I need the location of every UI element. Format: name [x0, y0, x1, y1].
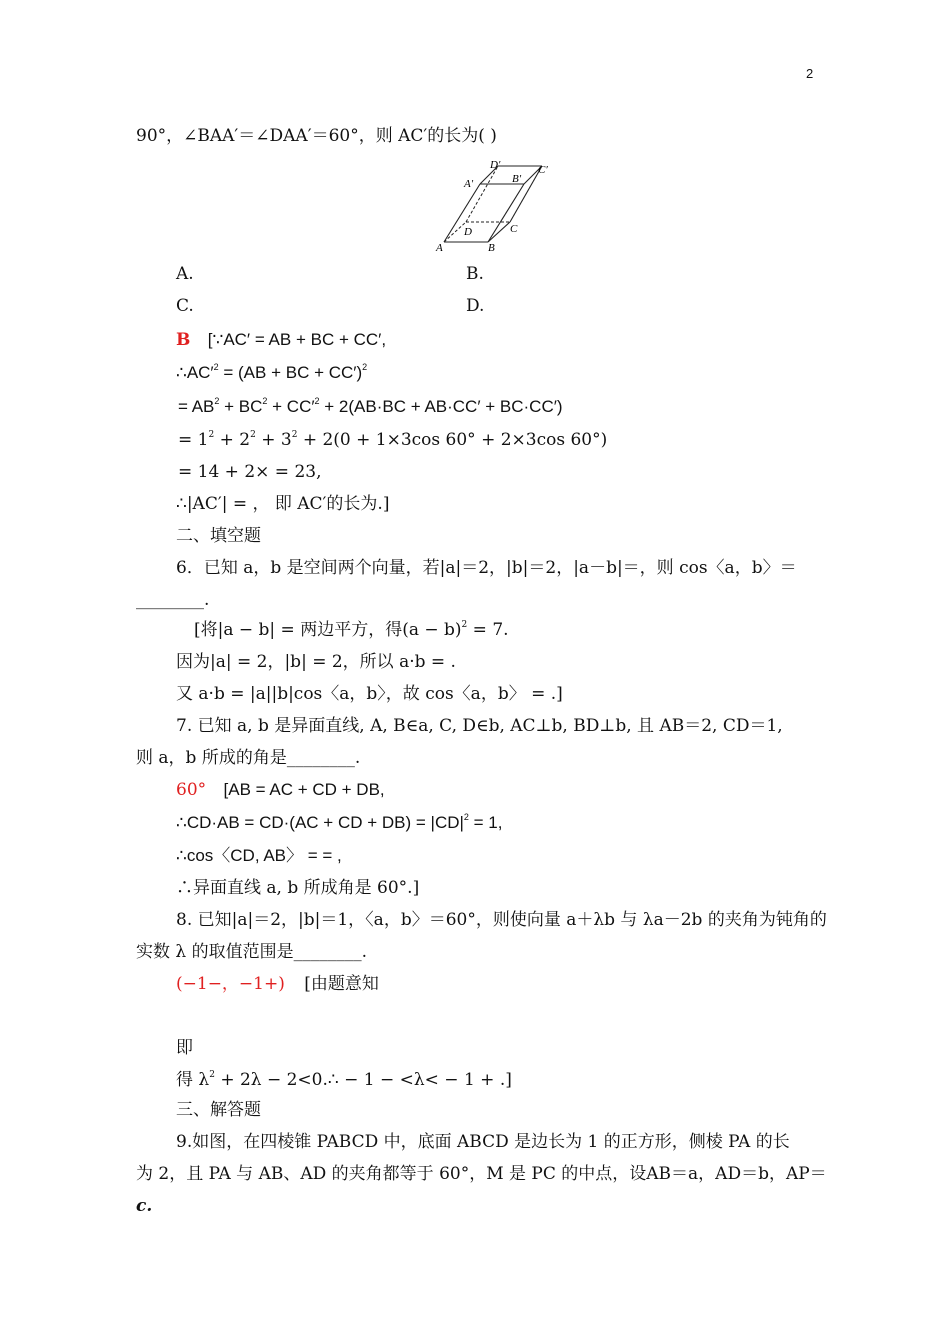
q7-solution-line-1: 60° [AB = AC + CD + DB, — [176, 780, 385, 800]
q8-solution-line-1: (−1−，−1+) [由题意知 — [176, 974, 379, 994]
q7-solution-line-3: ∴cos〈CD, AB〉 = = , — [176, 846, 342, 865]
page-number: 2 — [806, 66, 814, 81]
label-B: B — [488, 242, 495, 254]
q7-stem-line-1: 7. 已知 a, b 是异面直线, A, B∈a, C, D∈b, AC⊥b, BD⊥b, 且 AB＝2, CD＝1, — [176, 716, 783, 736]
label-D: D — [464, 226, 472, 238]
q9-stem-line-1: 9.如图，在四棱锥 PABCD 中，底面 ABCD 是边长为 1 的正方形，侧棱 PA 的长 — [176, 1132, 790, 1152]
label-C: C — [510, 223, 518, 235]
label-B1: B′ — [512, 173, 522, 185]
q8-solution-line-3: 得 $\lambda^2 + 2\lambda$ − 2<0.∴ − 1 − <λ< − 1 + .] — [176, 1070, 512, 1090]
q9-stem-line-2: 为 2，且 PA 与 AB、AD 的夹角都等于 60°，M 是 PC 的中点，设AB＝a，AD＝b，AP＝ — [136, 1164, 827, 1184]
q9-stem-line-3: c. — [136, 1196, 153, 1216]
q8-stem-line-1: 8. 已知|a|＝2，|b|＝1，〈a，b〉＝60°，则使向量 a＋λb 与 λa－2b 的夹角为钝角的 — [176, 910, 827, 930]
q5-solution-line-1: B [∵AC′ = AB + BC + CC′, — [176, 330, 387, 350]
q8-stem-line-2: 实数 λ 的取值范围是________. — [136, 942, 367, 962]
q7-answer: 60° — [176, 780, 207, 800]
label-A: A — [436, 242, 443, 254]
q5-solution-line-6: ∴|AC′| = ， 即 AC′的长为.] — [176, 494, 390, 514]
option-a: A. — [176, 264, 194, 284]
parallelepiped-figure — [430, 156, 560, 254]
label-A1: A′ — [464, 178, 474, 190]
q6-stem-line-1: 6．已知 a，b 是空间两个向量，若|a|＝2，|b|＝2，|a－b|＝，则 cos〈a，b〉＝ — [176, 558, 797, 578]
q6-solution-line-1: [将|a − b| = 两边平方，得$(a - b)^2 = 7$. — [194, 620, 509, 640]
q5-stem: 90°，∠BAA′＝∠DAA′＝60°，则 AC′的长为( ) — [136, 126, 497, 146]
label-C1: C′ — [538, 164, 548, 176]
label-D1: D′ — [490, 159, 501, 171]
q7-stem-line-2: 则 a，b 所成的角是________. — [136, 748, 361, 768]
q5-solution-line-2: $\therefore AC'^2 = (AB$ + BC + CC′)$^2$ — [176, 362, 368, 382]
section-fill-in-title: 二、填空题 — [176, 526, 261, 546]
q5-solution-line-5: = 14 + 2× = 23, — [178, 462, 322, 482]
option-b: B. — [466, 264, 484, 284]
section-solve-title: 三、解答题 — [176, 1100, 261, 1120]
q5-answer: B — [176, 330, 191, 350]
q8-answer: (−1−，−1+) — [176, 974, 285, 994]
q5-solution-line-3: = $AB^2 + BC^2 + CC'^2 + 2(AB\cdot BC + AB\cdot CC' + BC\cdot CC')$ — [178, 396, 563, 416]
option-d: D. — [466, 296, 485, 316]
q8-solution-line-2: 即 — [176, 1038, 193, 1058]
option-c: C. — [176, 296, 194, 316]
q5-solution-line-4: = $1^2 + 2^2 + 3^2 + 2(0 + 1\times 3\cos$ 60° + 2×3cos 60°) — [178, 430, 608, 450]
q7-solution-line-2: ∴CD·AB = CD·(AC + CD + $DB) = |CD|^2 = 1$, — [176, 812, 503, 832]
q7-solution-line-4: ∴异面直线 a, b 所成角是 60°.] — [176, 878, 420, 898]
q6-solution-line-2: 因为|a| = 2，|b| = 2，所以 a·b = . — [176, 652, 456, 672]
q6-stem-line-2: ________. — [136, 590, 210, 610]
q6-solution-line-3: 又 a·b = |a||b|cos〈a，b〉，故 cos〈a，b〉 = .] — [176, 684, 563, 704]
